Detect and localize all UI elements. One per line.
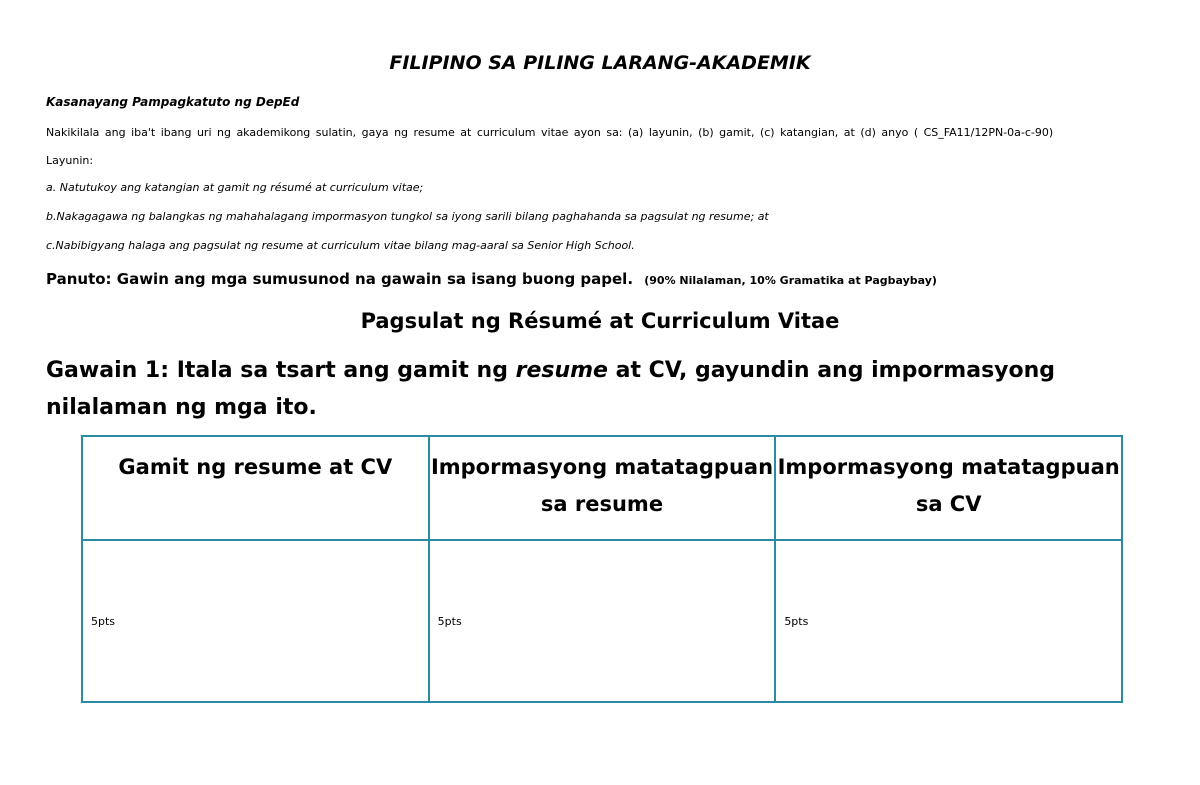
grading-criteria: (90% Nilalaman, 10% Gramatika at Pagbaybay) bbox=[644, 274, 937, 287]
answer-cell: 5pts bbox=[775, 540, 1122, 702]
competency-text: Nakikilala ang iba't ibang uri ng akademikong sulatin, gaya ng resume at curriculum vitae ayon sa: (a) layunin, (b) gamit, (c) katangian, at (d) anyo ( CS_FA11/12PN-0a-c-90) bbox=[46, 126, 1054, 139]
objective-c: c.Nabibigyang halaga ang pagsulat ng resume at curriculum vitae bilang mag-aaral sa Senior High School. bbox=[46, 239, 635, 252]
instructions-text: Panuto: Gawin ang mga sumusunod na gawain sa isang buong papel. bbox=[46, 270, 634, 288]
table-header-cell: Gamit ng resume at CV bbox=[82, 436, 429, 540]
activity-prompt bbox=[46, 352, 1156, 426]
layunin-label: Layunin: bbox=[46, 154, 94, 167]
activity-prompt-start: Gawain 1: Itala sa tsart ang gamit ng bbox=[46, 358, 516, 383]
table-header-row bbox=[82, 436, 1122, 540]
document-title: FILIPINO SA PILING LARANG-AKADEMIK bbox=[389, 52, 811, 74]
competency-heading: Kasanayang Pampagkatuto ng DepEd bbox=[46, 95, 300, 109]
activity-prompt-emphasis: resume bbox=[515, 358, 608, 383]
answer-cell: 5pts bbox=[82, 540, 429, 702]
objective-b: b.Nakagagawa ng balangkas ng mahahalagang impormasyon tungkol sa iyong sarili bilang paghahanda sa pagsulat ng resume; at bbox=[46, 210, 769, 223]
table-header-cell: Impormasyong matatagpuan sa resume bbox=[429, 436, 776, 540]
section-title: Pagsulat ng Résumé at Curriculum Vitae bbox=[360, 309, 840, 333]
activity-chart-table bbox=[81, 435, 1123, 703]
activity-prompt-end: at CV, gayundin ang impormasyong nilalaman ng mga ito. bbox=[46, 358, 1056, 420]
table-header-cell: Impormasyong matatagpuan sa CV bbox=[775, 436, 1122, 540]
table-row bbox=[82, 540, 1122, 702]
instructions bbox=[46, 270, 937, 288]
objective-a: a. Natutukoy ang katangian at gamit ng résumé at curriculum vitae; bbox=[46, 181, 424, 194]
answer-cell: 5pts bbox=[429, 540, 776, 702]
